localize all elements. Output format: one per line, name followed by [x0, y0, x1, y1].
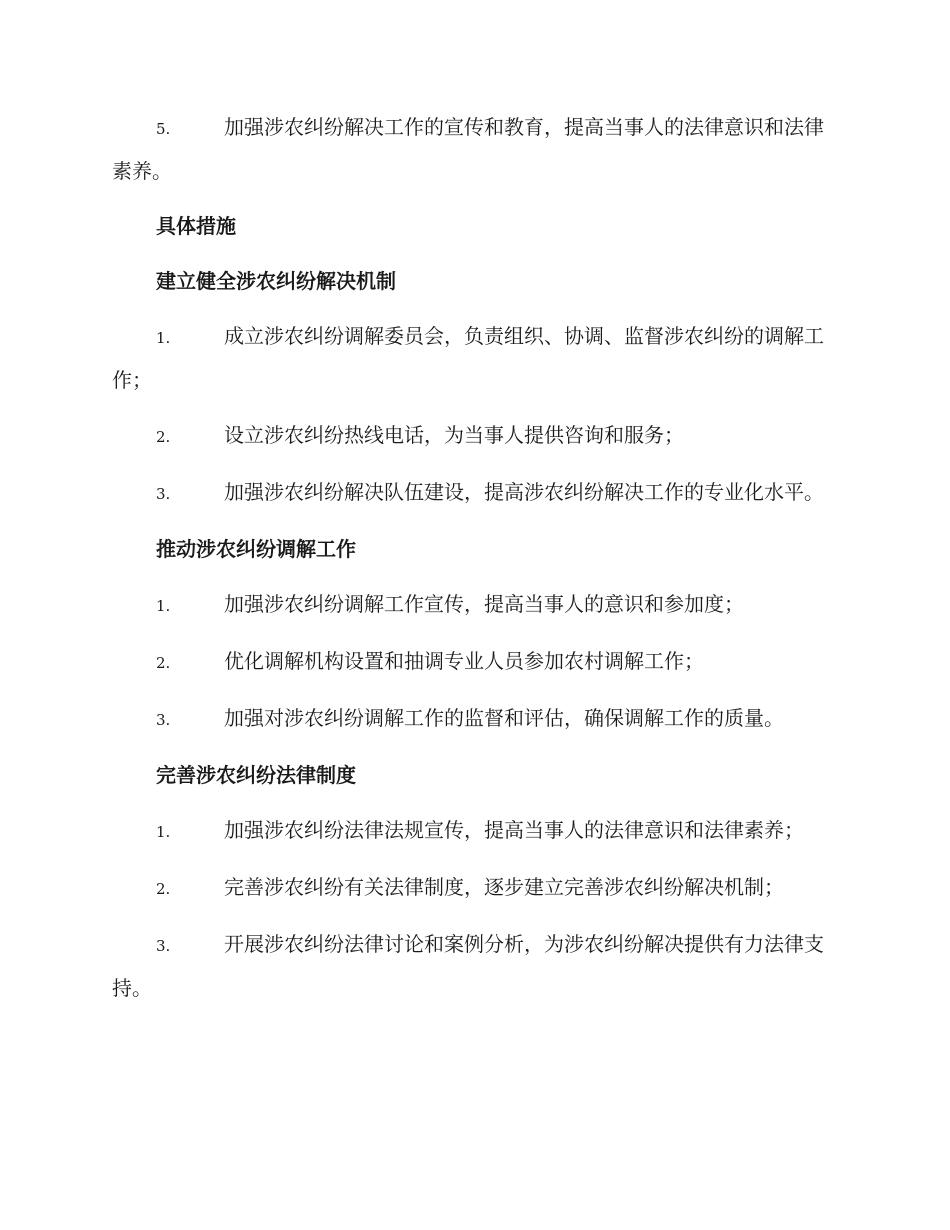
- list-number: 2.: [156, 428, 171, 446]
- list-number: 5.: [156, 120, 171, 138]
- list-number: 1.: [156, 823, 171, 841]
- list-text: 加强涉农纠纷解决工作的宣传和教育，提高当事人的法律意识和法律素养。: [112, 115, 824, 183]
- list-text: 加强涉农纠纷解决队伍建设，提高涉农纠纷解决工作的专业化水平。: [224, 480, 824, 504]
- list-text: 加强涉农纠纷调解工作宣传，提高当事人的意识和参加度；: [224, 592, 744, 616]
- list-item: [112, 583, 834, 627]
- document-page: [112, 106, 834, 1022]
- list-text: 加强对涉农纠纷调解工作的监督和评估，确保调解工作的质量。: [224, 706, 784, 730]
- list-number: 3.: [156, 937, 171, 955]
- list-number: 2.: [156, 654, 171, 672]
- list-number: 3.: [156, 711, 171, 729]
- list-item: [112, 923, 834, 1009]
- list-item: [112, 640, 834, 684]
- list-text: 成立涉农纠纷调解委员会，负责组织、协调、监督涉农纠纷的调解工作；: [112, 324, 824, 392]
- list-text: 完善涉农纠纷有关法律制度，逐步建立完善涉农纠纷解决机制；: [224, 875, 784, 899]
- list-item: [112, 414, 834, 458]
- list-item: [112, 471, 834, 515]
- list-item: [112, 315, 834, 401]
- list-number: 3.: [156, 485, 171, 503]
- list-number: 1.: [156, 597, 171, 615]
- section-heading-mediation: 推动涉农纠纷调解工作: [156, 537, 356, 561]
- list-text: 加强涉农纠纷法律法规宣传，提高当事人的法律意识和法律素养；: [224, 818, 804, 842]
- list-text: 设立涉农纠纷热线电话，为当事人提供咨询和服务；: [224, 423, 684, 447]
- list-item: [112, 697, 834, 741]
- list-number: 2.: [156, 880, 171, 898]
- list-number: 1.: [156, 329, 171, 347]
- list-text: 优化调解机构设置和抽调专业人员参加农村调解工作；: [224, 649, 704, 673]
- measures-heading: 具体措施: [156, 214, 236, 238]
- list-item: [112, 866, 834, 910]
- section-heading-legal-system: 完善涉农纠纷法律制度: [156, 763, 356, 787]
- list-text: 开展涉农纠纷法律讨论和案例分析，为涉农纠纷解决提供有力法律支持。: [112, 932, 824, 1000]
- section-heading-mechanism: 建立健全涉农纠纷解决机制: [156, 269, 396, 293]
- list-item: [112, 809, 834, 853]
- intro-list-item: [112, 106, 834, 192]
